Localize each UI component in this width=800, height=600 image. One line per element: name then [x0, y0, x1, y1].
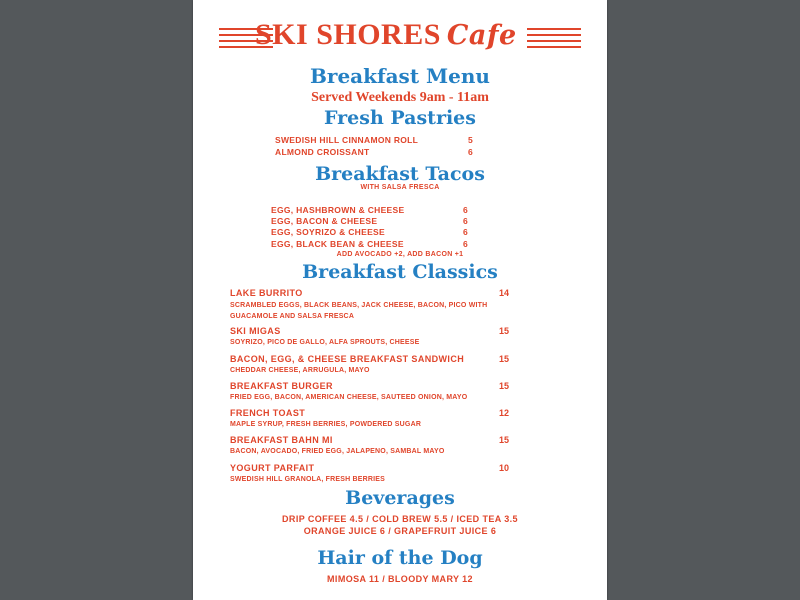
- taco-price: 6: [463, 239, 469, 249]
- logo-main-text: SKI SHORES: [255, 18, 441, 51]
- taco-name: EGG, SOYRIZO & CHEESE: [271, 227, 385, 237]
- menu-title: Breakfast Menu: [310, 64, 490, 88]
- taco-name: EGG, HASHBROWN & CHEESE: [271, 205, 405, 215]
- classic-item-desc: SOYRIZO, PICO DE GALLO, ALFA SPROUTS, CHEESE: [230, 339, 420, 346]
- beverages-line-2: ORANGE JUICE 6 / GRAPEFRUIT JUICE 6: [303, 526, 497, 536]
- classic-item-desc: MAPLE SYRUP, FRESH BERRIES, POWDERED SUGAR: [230, 421, 422, 428]
- classic-item-name: FRENCH TOAST: [230, 408, 306, 418]
- tacos-subtitle: WITH SALSA FRESCA: [360, 184, 440, 191]
- taco-price: 6: [463, 216, 469, 226]
- logo-script-text: Cafe: [446, 20, 517, 51]
- classic-item-price: 15: [499, 435, 510, 445]
- classic-item-name: YOGURT PARFAIT: [230, 463, 315, 473]
- taco-item: [271, 227, 471, 237]
- classic-item-desc: SWEDISH HILL GRANOLA, FRESH BERRIES: [230, 476, 386, 483]
- taco-item: [271, 216, 471, 226]
- taco-price: 6: [463, 227, 469, 237]
- taco-item: [271, 205, 471, 215]
- classic-item-price: 15: [499, 381, 510, 391]
- classic-item-desc: BACON, AVOCADO, FRIED EGG, JALAPENO, SAMBAL MAYO: [230, 448, 445, 455]
- section-heading-hair-of-the-dog: Hair of the Dog: [317, 547, 483, 569]
- taco-item: [271, 239, 471, 249]
- classic-item-desc: SCRAMBLED EGGS, BLACK BEANS, JACK CHEESE, BACON, PICO WITH GUACAMOLE AND SALSA FRESCA: [230, 302, 488, 320]
- pastry-item: [275, 135, 475, 145]
- cafe-logo: [193, 14, 607, 58]
- section-heading-beverages: Beverages: [345, 487, 455, 509]
- classic-item-price: 15: [499, 354, 510, 364]
- section-heading-tacos: Breakfast Tacos: [315, 163, 485, 185]
- taco-name: EGG, BACON & CHEESE: [271, 216, 378, 226]
- hair-of-the-dog-line: MIMOSA 11 / BLOODY MARY 12: [327, 574, 473, 584]
- classic-item-desc: FRIED EGG, BACON, AMERICAN CHEESE, SAUTEED ONION, MAYO: [230, 394, 468, 401]
- classic-item-name: BREAKFAST BAHN MI: [230, 435, 333, 445]
- classic-item-name: BACON, EGG, & CHEESE BREAKFAST SANDWICH: [230, 354, 465, 364]
- taco-addons: ADD AVOCADO +2, ADD BACON +1: [336, 251, 464, 258]
- pastry-name: ALMOND CROISSANT: [275, 147, 370, 157]
- classic-item-price: 12: [499, 408, 510, 418]
- classic-item-name: BREAKFAST BURGER: [230, 381, 333, 391]
- menu-page: [193, 0, 607, 600]
- classic-item-price: 14: [499, 288, 510, 298]
- pastry-price: 5: [468, 135, 474, 145]
- classic-item-price: 10: [499, 463, 510, 473]
- classic-item-name: LAKE BURRITO: [230, 288, 303, 298]
- beverages-line-1: DRIP COFFEE 4.5 / COLD BREW 5.5 / ICED TEA 3.5: [282, 514, 518, 524]
- classic-item-desc: CHEDDAR CHEESE, ARRUGULA, MAYO: [230, 367, 370, 374]
- classic-item-price: 15: [499, 326, 510, 336]
- section-heading-classics: Breakfast Classics: [302, 261, 498, 283]
- taco-price: 6: [463, 205, 469, 215]
- menu-hours: Served Weekends 9am - 11am: [311, 90, 489, 105]
- logo-lines-right: [527, 28, 581, 50]
- pastry-name: SWEDISH HILL CINNAMON ROLL: [275, 135, 419, 145]
- logo-text: [255, 18, 517, 52]
- pastry-price: 6: [468, 147, 474, 157]
- classic-item-name: SKI MIGAS: [230, 326, 281, 336]
- pastry-item: [275, 147, 475, 157]
- section-heading-pastries: Fresh Pastries: [324, 107, 476, 129]
- taco-name: EGG, BLACK BEAN & CHEESE: [271, 239, 404, 249]
